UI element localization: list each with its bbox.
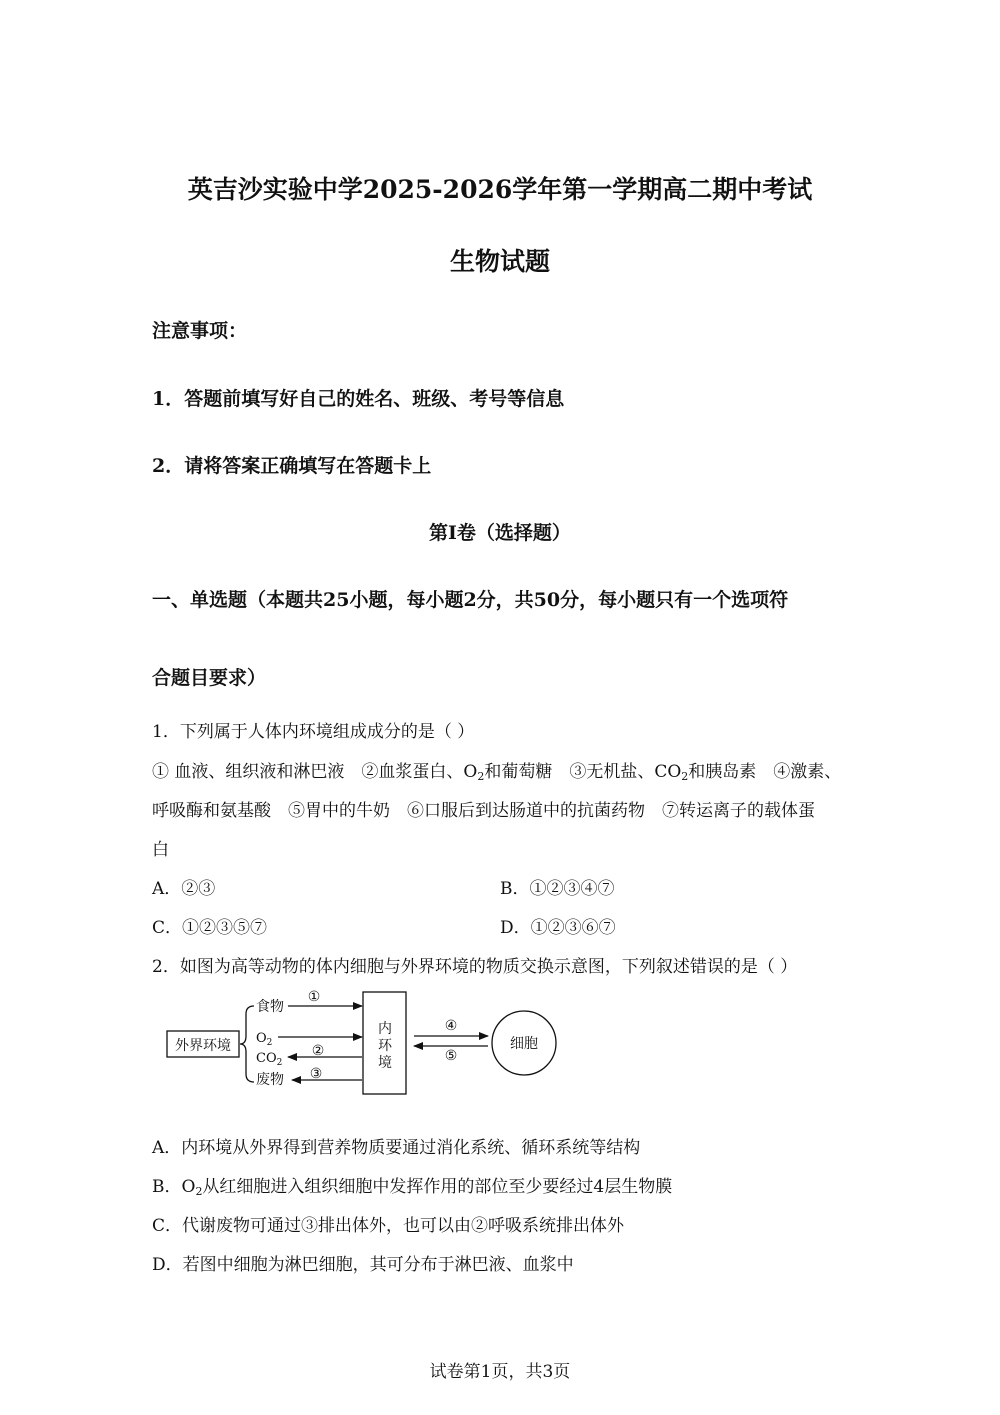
q1-option-c: C．①②③⑤⑦ bbox=[152, 918, 268, 938]
exam-title: 英吉沙实验中学2025-2026学年第一学期高二期中考试 bbox=[187, 175, 813, 204]
brace bbox=[240, 1006, 254, 1082]
q1-line1-part-c: 和胰岛素 ④激素、 bbox=[688, 762, 842, 782]
o2-sub: 2 bbox=[266, 1038, 273, 1048]
food-label: 食物 bbox=[256, 999, 284, 1015]
q2-option-a: A．内环境从外界得到营养物质要通过消化系统、循环系统等结构 bbox=[152, 1138, 641, 1158]
inner-char-1: 内 bbox=[378, 1021, 392, 1037]
notice-heading: 注意事项： bbox=[152, 320, 248, 342]
co2-label bbox=[256, 1051, 282, 1068]
page-footer: 试卷第1页，共3页 bbox=[429, 1362, 571, 1382]
q2-option-b-pre: B．O bbox=[152, 1177, 196, 1197]
co2-text: CO bbox=[256, 1051, 277, 1066]
notice-item-1: 1．答题前填写好自己的姓名、班级、考号等信息 bbox=[152, 388, 565, 410]
notice-item-2: 2．请将答案正确填写在答题卡上 bbox=[152, 455, 432, 477]
num-5: ⑤ bbox=[444, 1048, 458, 1064]
waste-label: 废物 bbox=[256, 1072, 284, 1088]
cell-label: 细胞 bbox=[510, 1036, 538, 1052]
num-3: ③ bbox=[309, 1066, 323, 1082]
q2-option-b bbox=[152, 1172, 672, 1198]
inner-char-2: 环 bbox=[378, 1038, 392, 1054]
num-1: ① bbox=[307, 989, 321, 1005]
q1-line1-sub-2: 2 bbox=[681, 770, 689, 783]
inner-char-3: 境 bbox=[378, 1055, 392, 1071]
outside-environment-label: 外界环境 bbox=[175, 1038, 231, 1054]
q1-line2: 呼吸酶和氨基酸 ⑤胃中的牛奶 ⑥口服后到达肠道中的抗菌药物 ⑦转运离子的载体蛋 bbox=[152, 801, 815, 821]
q1-line1-part-a: ① 血液、组织液和淋巴液 ②血浆蛋白、O bbox=[152, 762, 478, 782]
section-heading-line1: 一、单选题（本题共25小题，每小题2分，共50分，每小题只有一个选项符 bbox=[152, 589, 789, 611]
q1-line3: 白 bbox=[152, 840, 169, 860]
volume-heading: 第Ⅰ卷（选择题） bbox=[429, 522, 571, 544]
num-2: ② bbox=[311, 1043, 325, 1059]
q1-option-d: D．①②③⑥⑦ bbox=[500, 918, 616, 938]
q1-stem: 1．下列属于人体内环境组成成分的是（ ） bbox=[152, 722, 475, 742]
num-4: ④ bbox=[444, 1018, 458, 1034]
o2-label bbox=[256, 1031, 272, 1048]
section-heading-line2: 合题目要求） bbox=[152, 667, 267, 689]
co2-sub: 2 bbox=[276, 1058, 283, 1068]
q1-option-a: A．②③ bbox=[152, 879, 216, 899]
q1-option-b: B．①②③④⑦ bbox=[500, 879, 615, 899]
q2-option-d: D．若图中细胞为淋巴细胞，其可分布于淋巴液、血浆中 bbox=[152, 1255, 574, 1275]
q2-option-b-sub: 2 bbox=[195, 1185, 203, 1198]
q2-option-c: C．代谢废物可通过③排出体外，也可以由②呼吸系统排出体外 bbox=[152, 1216, 625, 1236]
q2-stem: 2．如图为高等动物的体内细胞与外界环境的物质交换示意图，下列叙述错误的是（ ） bbox=[152, 957, 798, 977]
q2-option-b-post: 从红细胞进入组织细胞中发挥作用的部位至少要经过4层生物膜 bbox=[202, 1177, 673, 1197]
q1-line1-part-b: 和葡萄糖 ③无机盐、CO bbox=[484, 762, 682, 782]
q1-line1-sub-1: 2 bbox=[477, 770, 485, 783]
o2-text: O bbox=[256, 1031, 267, 1046]
exam-subtitle: 生物试题 bbox=[449, 247, 550, 276]
